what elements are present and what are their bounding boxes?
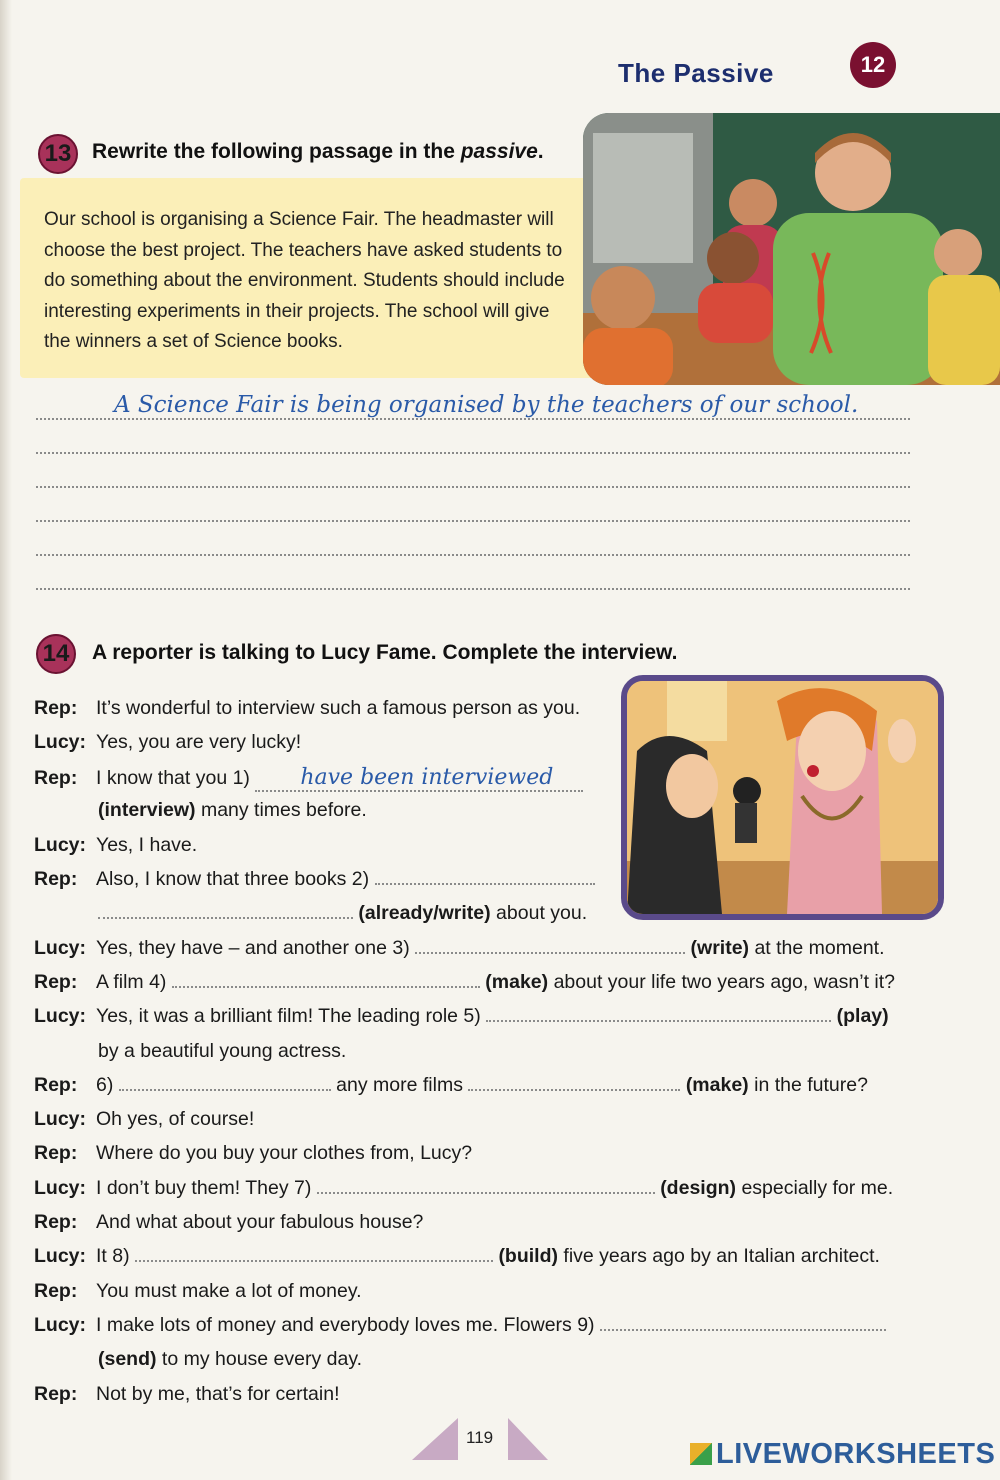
dialogue-line-9: Rep: 6) any more films (make) in the future? <box>34 1074 868 1096</box>
exercise-14-number: 14 <box>36 634 76 674</box>
answer-1[interactable]: have been interviewed <box>255 765 583 792</box>
answer-9-blank[interactable] <box>600 1315 886 1331</box>
page-number: 119 <box>466 1428 494 1447</box>
answer-2-blank-cont[interactable] <box>98 903 353 919</box>
page-spine-shadow <box>0 0 12 1480</box>
dialogue-line-4: Lucy: Yes, I have. <box>34 834 198 856</box>
answer-line-1[interactable] <box>36 418 910 420</box>
dialogue-line-2: Lucy: Yes, you are very lucky! <box>34 731 302 753</box>
dialogue-line-12: Lucy: I don’t buy them! They 7) (design) especially for me. <box>34 1177 894 1199</box>
dialogue-line-10: Lucy: Oh yes, of course! <box>34 1108 255 1130</box>
dialogue-line-13: Rep: And what about your fabulous house? <box>34 1211 424 1233</box>
answer-line-4[interactable] <box>36 520 910 522</box>
dialogue-line-16b: (send) to my house every day. <box>98 1348 363 1370</box>
dialogue-line-8b: by a beautiful young actress. <box>98 1040 347 1062</box>
answer-line-2[interactable] <box>36 452 910 454</box>
dialogue-line-3: Rep: I know that you 1) have been interviewed <box>34 765 583 790</box>
passage-text: Our school is organising a Science Fair. The headmaster will choose the best project. The teachers have asked students to do something about the environment. Students should include interesting experiments in their projects. The school will give the winners a set of Science books. <box>44 209 565 352</box>
dialogue-line-8: Lucy: Yes, it was a brilliant film! The leading role 5) (play) <box>34 1005 889 1027</box>
liveworksheets-logo: LIVEWORKSHEETS <box>690 1438 995 1471</box>
answer-line-6[interactable] <box>36 588 910 590</box>
page-left-tab <box>412 1418 458 1460</box>
dialogue-line-7: Rep: A film 4) (make) about your life two years ago, wasn’t it? <box>34 971 896 993</box>
exercise-14-instruction: A reporter is talking to Lucy Fame. Complete the interview. <box>92 641 678 664</box>
answer-line-5[interactable] <box>36 554 910 556</box>
unit-number-badge: 12 <box>850 42 896 88</box>
answer-2-blank[interactable] <box>375 869 595 885</box>
interview-cartoon <box>621 675 944 920</box>
answer-line-3[interactable] <box>36 486 910 488</box>
answer-6b-blank[interactable] <box>468 1075 680 1091</box>
exercise-13-instruction: Rewrite the following passage in the passive. <box>92 140 544 163</box>
answer-3-blank[interactable] <box>415 938 685 954</box>
dialogue-line-3b: (interview) many times before. <box>98 799 367 821</box>
dialogue-line-5: Rep: Also, I know that three books 2) <box>34 868 595 891</box>
dialogue-line-15: Rep: You must make a lot of money. <box>34 1280 362 1302</box>
exercise-13-number: 13 <box>38 134 78 174</box>
answer-7-blank[interactable] <box>317 1178 655 1194</box>
dialogue-line-1: Rep: It’s wonderful to interview such a famous person as you. <box>34 697 581 719</box>
answer-8-blank[interactable] <box>135 1246 493 1262</box>
dialogue-line-14: Lucy: It 8) (build) five years ago by an Italian architect. <box>34 1245 880 1267</box>
dialogue-line-16: Lucy: I make lots of money and everybody loves me. Flowers 9) <box>34 1314 886 1337</box>
example-answer: A Science Fair is being organised by the teachers of our school. <box>110 392 862 418</box>
answer-5-blank[interactable] <box>486 1006 831 1022</box>
answer-4-blank[interactable] <box>172 972 480 988</box>
dialogue-line-11: Rep: Where do you buy your clothes from, Lucy? <box>34 1142 473 1164</box>
chapter-title: The Passive <box>618 58 774 88</box>
answer-6a-blank[interactable] <box>119 1075 331 1091</box>
page-right-tab <box>508 1418 548 1460</box>
logo-icon <box>690 1443 712 1465</box>
dialogue-line-17: Rep: Not by me, that’s for certain! <box>34 1383 340 1405</box>
dialogue-line-5b: (already/write) about you. <box>98 902 587 925</box>
classroom-photo <box>583 113 1000 385</box>
dialogue-line-6: Lucy: Yes, they have – and another one 3) (write) at the moment. <box>34 937 885 959</box>
